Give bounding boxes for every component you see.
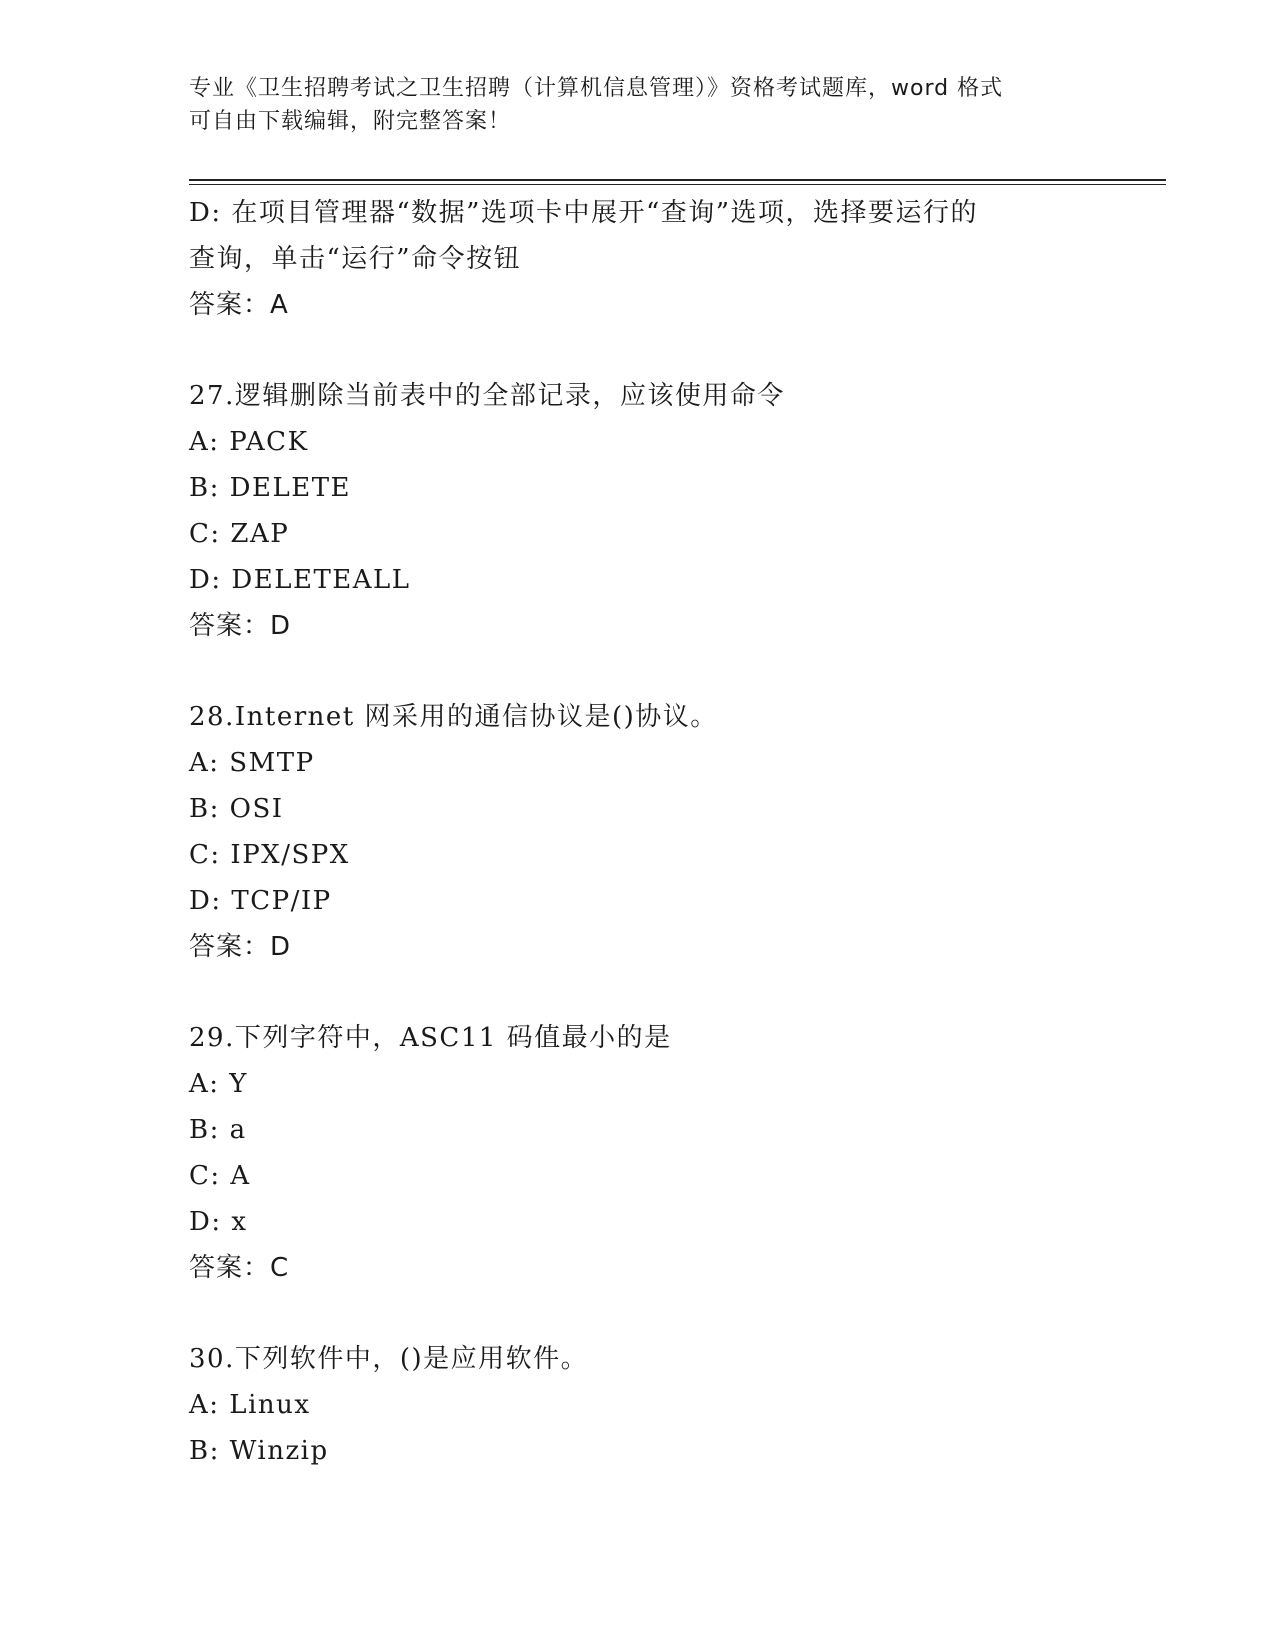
question-stem: 29.下列字符中，ASC11 码值最小的是 xyxy=(189,1023,672,1053)
header-divider-thin xyxy=(189,184,1166,185)
document-body xyxy=(189,190,1089,1474)
question-29 xyxy=(189,1015,1089,1291)
option-d: D: TCP/IP xyxy=(189,886,332,916)
option-a: A: Y xyxy=(189,1069,248,1099)
option-a: A: Linux xyxy=(189,1390,311,1420)
option-c: C: ZAP xyxy=(189,519,290,549)
question-27 xyxy=(189,373,1089,649)
question-stem: 27.逻辑删除当前表中的全部记录，应该使用命令 xyxy=(189,381,785,411)
answer-line: 答案：D xyxy=(189,932,292,962)
option-b: B: Winzip xyxy=(189,1436,329,1466)
option-b: B: OSI xyxy=(189,794,284,824)
question-30 xyxy=(189,1336,1089,1474)
option-a: A: PACK xyxy=(189,427,309,457)
answer-line: 答案：D xyxy=(189,611,292,641)
option-b: B: a xyxy=(189,1115,247,1145)
answer-line: 答案：C xyxy=(189,1253,290,1283)
option-d-line-2: 查询，单击“运行”命令按钮 xyxy=(189,244,522,274)
document-header xyxy=(189,72,1089,138)
header-divider-thick xyxy=(189,179,1166,181)
previous-question-tail xyxy=(189,190,1089,328)
question-stem: 28.Internet 网采用的通信协议是()协议。 xyxy=(189,702,718,732)
option-d: D: DELETEALL xyxy=(189,565,411,595)
question-28 xyxy=(189,694,1089,970)
option-b: B: DELETE xyxy=(189,473,352,503)
header-line-1: 专业《卫生招聘考试之卫生招聘（计算机信息管理）》资格考试题库，word 格式 xyxy=(189,76,1004,101)
option-d-line-1: D: 在项目管理器“数据”选项卡中展开“查询”选项，选择要运行的 xyxy=(189,198,979,228)
question-stem: 30.下列软件中，()是应用软件。 xyxy=(189,1344,589,1374)
option-a: A: SMTP xyxy=(189,748,315,778)
option-d: D: x xyxy=(189,1207,248,1237)
option-c: C: A xyxy=(189,1161,251,1191)
answer-line: 答案：A xyxy=(189,290,289,320)
header-line-2: 可自由下载编辑，附完整答案！ xyxy=(189,109,512,134)
option-c: C: IPX/SPX xyxy=(189,840,350,870)
